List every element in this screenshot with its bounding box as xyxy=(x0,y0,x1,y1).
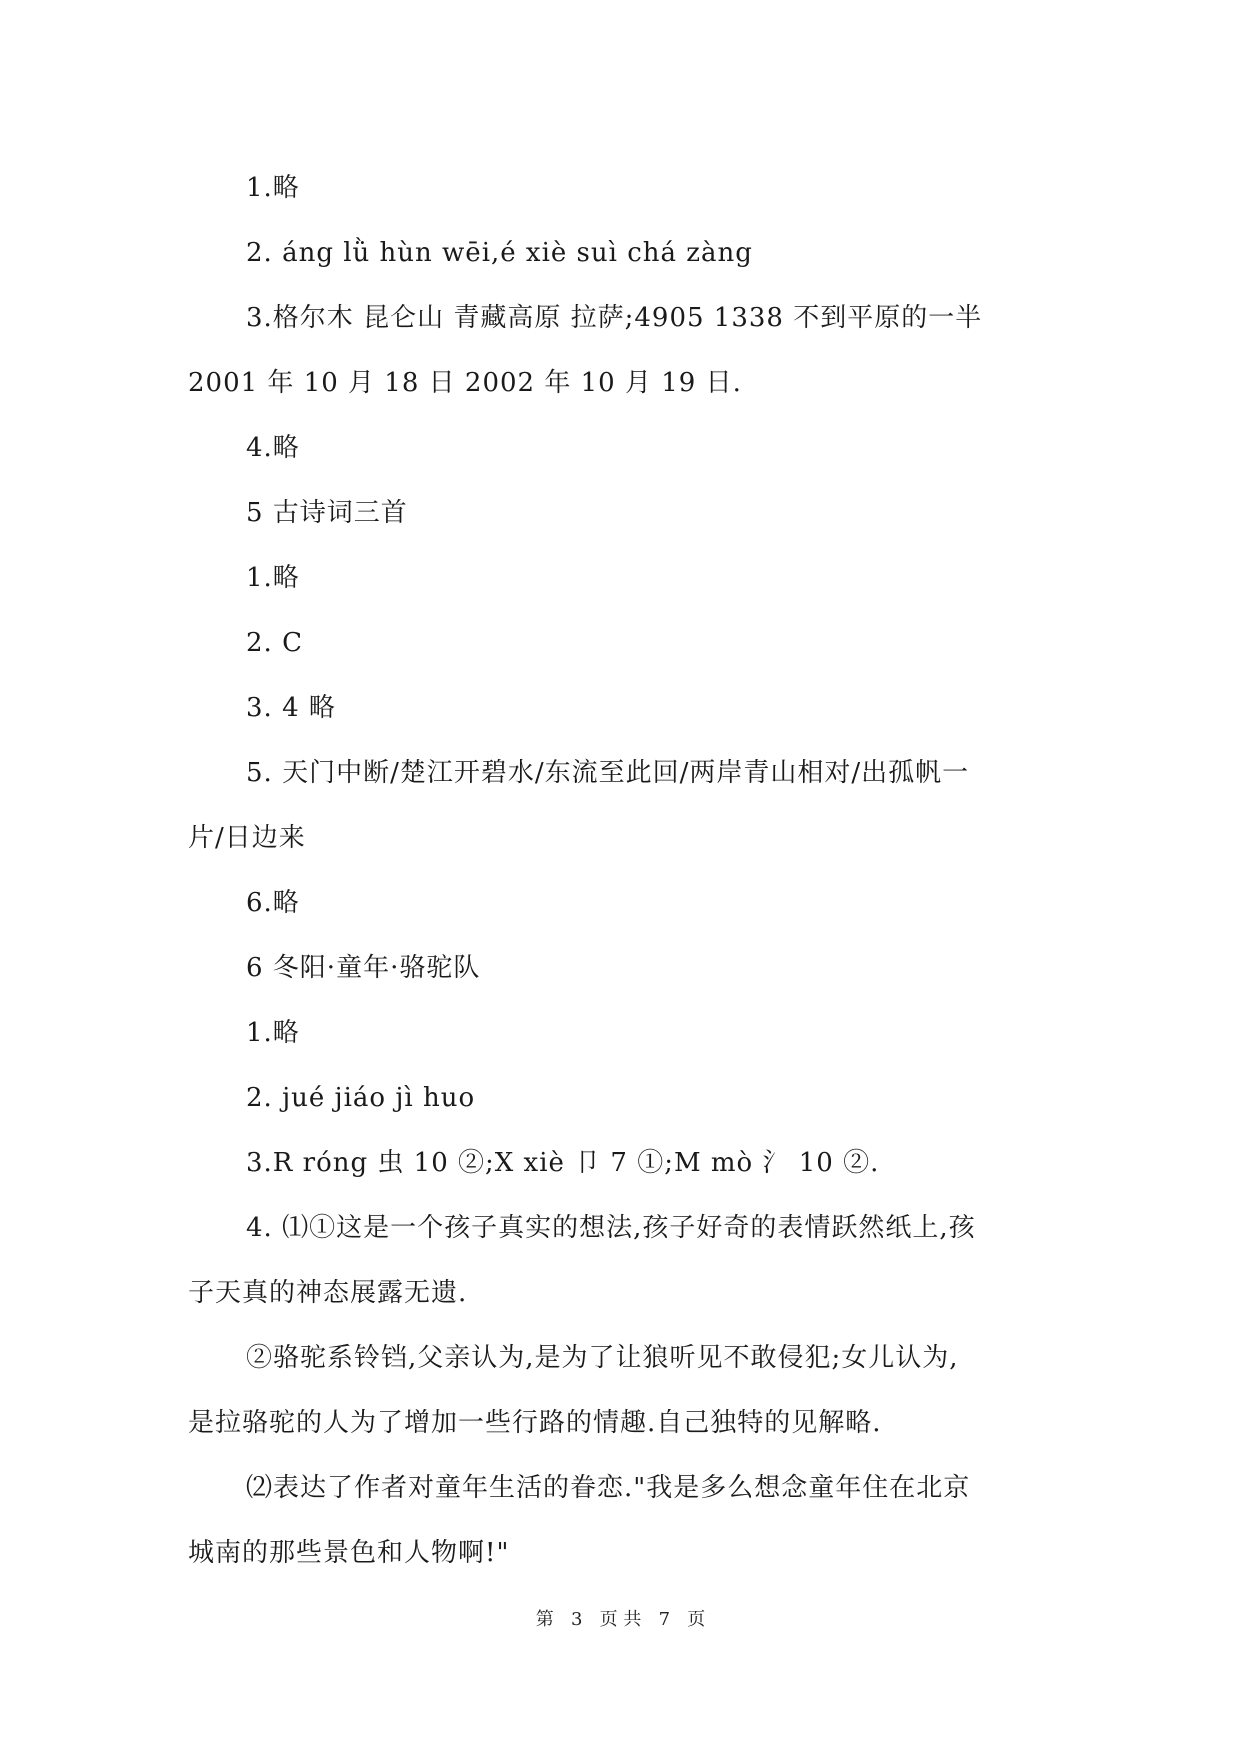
text-line: 1.略 xyxy=(246,173,300,203)
footer-current-page: 3 xyxy=(570,1609,583,1630)
text-line: 5. 天门中断/楚江开碧水/东流至此回/两岸青山相对/出孤帆一 xyxy=(246,758,970,788)
text-line: 城南的那些景色和人物啊!" xyxy=(188,1538,510,1568)
document-body xyxy=(188,156,1053,1586)
text-line: 2001 年 10 月 18 日 2002 年 10 月 19 日. xyxy=(188,368,742,398)
page-footer xyxy=(0,1608,1241,1632)
text-line: 6 冬阳·童年·骆驼队 xyxy=(246,953,481,983)
text-line: 1.略 xyxy=(246,563,300,593)
text-line: 4. ⑴①这是一个孩子真实的想法,孩子好奇的表情跃然纸上,孩 xyxy=(246,1213,976,1243)
text-line: 6.略 xyxy=(246,888,300,918)
footer-total-pages: 7 xyxy=(658,1609,671,1630)
text-line: 3.R róng 虫 10 ②;X xiè 卩 7 ①;M mò 氵 10 ②. xyxy=(246,1148,880,1178)
text-line: 是拉骆驼的人为了增加一些行路的情趣.自己独特的见解略. xyxy=(188,1408,882,1438)
text-line: 2. C xyxy=(246,628,303,658)
footer-mid: 页 共 xyxy=(599,1609,642,1630)
text-line: 子天真的神态展露无遗. xyxy=(188,1278,468,1308)
footer-prefix: 第 xyxy=(535,1609,554,1630)
text-line: 3. 4 略 xyxy=(246,693,336,723)
text-line: ⑵表达了作者对童年生活的眷恋."我是多么想念童年住在北京 xyxy=(246,1473,971,1503)
text-line: 片/日边来 xyxy=(188,823,306,853)
footer-suffix: 页 xyxy=(687,1609,706,1630)
text-line: 1.略 xyxy=(246,1018,300,1048)
text-line: 4.略 xyxy=(246,433,300,463)
text-line: 2. áng lǜ hùn wēi,é xiè suì chá zàng xyxy=(246,238,753,268)
text-line: 5 古诗词三首 xyxy=(246,498,408,528)
text-line: 2. jué jiáo jì huo xyxy=(246,1083,476,1113)
text-line: ②骆驼系铃铛,父亲认为,是为了让狼听见不敢侵犯;女儿认为, xyxy=(246,1343,959,1373)
text-line: 3.格尔木 昆仑山 青藏高原 拉萨;4905 1338 不到平原的一半 xyxy=(246,303,983,333)
